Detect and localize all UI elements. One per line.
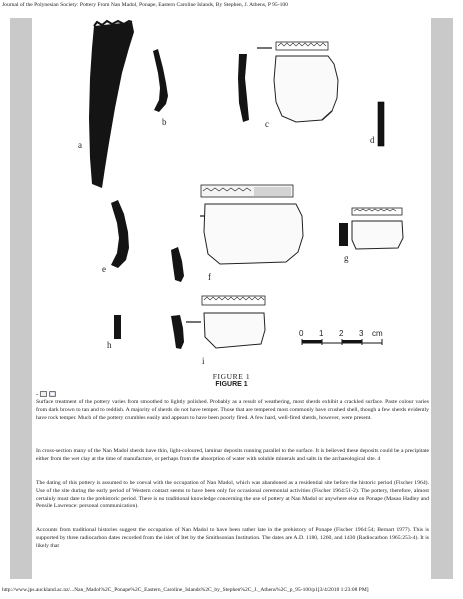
- figure-toolbar: [36, 390, 56, 398]
- pottery-sherd-figure: [32, 18, 431, 370]
- page-footer-url: http://www.jps.auckland.ac.nz/...Nan_Madol%2C_Ponape%2C_Eastern_Caroline_Islands%2C_by_Stephen%2C_J._Athens%2C_p_95-100/p1[3/4/2018 1:23:08 PM]: [2, 587, 369, 593]
- sherd-h: [114, 315, 121, 339]
- paragraph-dating: The dating of this pottery is assumed to be coeval with the occupation of Nan Madol, which was abandoned as a residential site before the historic period (Fischer 1964). Use of the site during the early period of Western contact seems to have been only for occasional ceremonial activities (Fischer 1964:51-2). The pottery, therefore, almost certainly must date to the prehistoric period. There is no traditional knowledge concerning the use of pottery at Nan Madol or anywhere else on Ponape (Masao Hadley and Pensile Lawrence: personal communication).: [36, 480, 429, 510]
- page-header: Journal of the Polynesian Society: Pottery From Nan Madol, Ponape, Eastern Caroline Islands, By Stephen, J. Athens, P 95-100: [2, 2, 288, 8]
- sherd-f: [171, 185, 303, 282]
- label-a: a: [78, 140, 82, 150]
- right-margin-band: [431, 18, 453, 579]
- sherd-b: [153, 49, 168, 112]
- save-icon[interactable]: [49, 391, 56, 397]
- left-margin-band: [10, 18, 32, 579]
- label-c: c: [265, 119, 269, 129]
- print-icon[interactable]: [40, 391, 47, 397]
- figure-caption-title: FIGURE 1: [212, 372, 251, 381]
- sherd-e: [111, 200, 129, 268]
- sherd-a: [89, 21, 134, 188]
- label-h: h: [107, 340, 112, 350]
- paragraph-traditional-histories: Accounts from traditional histories suggest the occupation of Nan Madol to have been rather late in the prehistory of Ponape (Fischer 1964:54; Bernart 1977). This is supported by three radiocarbon dates recorded from the islet of Itet by the Smithsonian Institution. The dates are A.D. 1180, 1260, and 1430 (Radiocarbon 1965:253-4). It is likely that: [36, 527, 429, 549]
- sherd-g: [339, 208, 403, 249]
- figure-caption-bold: FIGURE 1: [215, 381, 248, 388]
- scale-tick-3: 3: [359, 329, 364, 338]
- paragraph-surface-treatment: Surface treatment of the pottery varies from smoothed to lightly polished. Probably as a result of weathering, most sherds exhibit a crackled surface. Paste colour varies from dark brown to tan and to reddish. A majority of sherds do not have temper. Those that are tempered most commonly have crushed shell, though a few sherds evidently have rock temper. Much of the pottery crumbles easily and appears to have been poorly fired. A few hard, well-fired sherds, however, were present.: [36, 399, 429, 421]
- label-f: f: [208, 272, 211, 282]
- document-page: [32, 18, 431, 579]
- paragraph-cross-section: In cross-section many of the Nan Madol sherds have thin, light-coloured, laminar deposits running parallel to the surface. It is believed these deposits could be a precipitate either from the wet clay at the time of manufacture, or perhaps from the absorption of water with soluble minerals and salts in the archaeological site. 4: [36, 448, 429, 462]
- label-e: e: [102, 264, 106, 274]
- scale-bar: [299, 329, 383, 345]
- sherd-i: [171, 296, 265, 349]
- sherd-d: [378, 102, 384, 146]
- toolbar-dash: -: [36, 390, 39, 398]
- scale-tick-1: 1: [319, 329, 324, 338]
- label-i: i: [202, 356, 205, 366]
- label-g: g: [344, 253, 349, 263]
- scale-unit: cm: [372, 329, 383, 338]
- scale-tick-0: 0: [299, 329, 304, 338]
- scale-tick-2: 2: [339, 329, 344, 338]
- sherd-c: [238, 42, 338, 122]
- label-d: d: [370, 135, 375, 145]
- label-b: b: [162, 117, 167, 127]
